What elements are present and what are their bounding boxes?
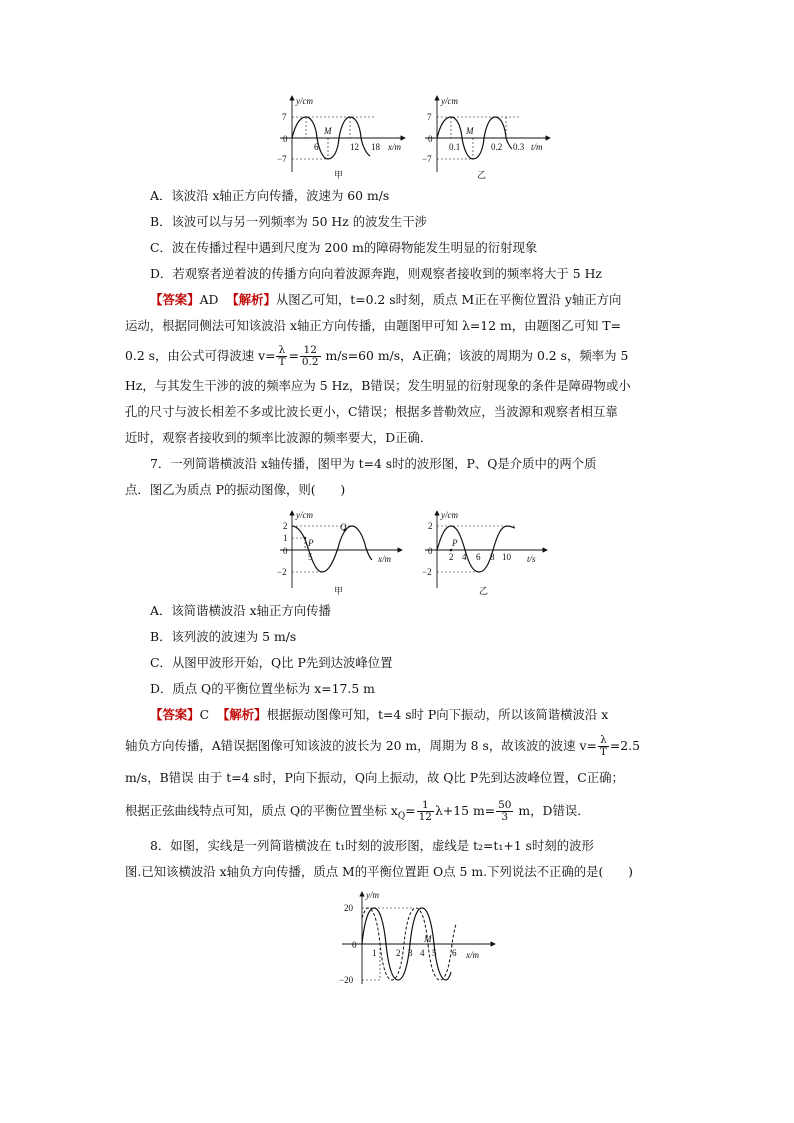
analysis-text: 根据振动图像可知，t=4 s时 P向下振动，所以该简谐横波沿 x	[266, 707, 609, 722]
point-label: M	[324, 126, 332, 136]
figure-caption: 乙	[477, 170, 487, 180]
q6-figure-right	[415, 92, 555, 182]
y-tick: 2	[283, 521, 288, 531]
q6-analysis-line-6: 近时，观察者接收到的频率比波源的频率要大，D正确．	[125, 430, 433, 445]
answer-value: AD	[199, 292, 219, 307]
q6-analysis-line-5: 孔的尺寸与波长相差不多或比波长更小，C错误；根据多普勒效应，当波源和观察者相互靠	[125, 404, 618, 419]
x-tick: 8	[490, 552, 495, 562]
y-tick: 2	[428, 521, 433, 531]
x-tick: 0.3	[513, 142, 525, 152]
x-axis-label: t/m	[531, 142, 543, 152]
y-axis-label: y/cm	[441, 510, 458, 520]
analysis-text: λ+15 m=	[435, 803, 496, 818]
answer-value: C	[199, 707, 210, 722]
q8-stem-line-1: 8．如图，实线是一列简谐横波在 t₁时刻的波形图，虚线是 t₂=t₁+1 s时刻的波形	[150, 838, 594, 853]
point-label-q: Q	[340, 522, 347, 532]
analysis-text: m/s=60 m/s，A正确；该波的周期为 0.2 s，频率为 5	[321, 348, 629, 363]
wave-curve	[292, 526, 372, 572]
analysis-text: 根据正弦曲线特点可知，质点 Q的平衡位置坐标 x	[125, 803, 398, 818]
y-tick: −2	[277, 567, 287, 577]
q7-option-c: C．从图甲波形开始，Q比 P先到达波峰位置	[150, 655, 393, 670]
analysis-text: 从图乙可知，t=0.2 s时刻，质点 M正在平衡位置沿 y轴正方向	[275, 292, 622, 307]
x-axis-label: x/m	[388, 142, 401, 152]
q7-option-d: D．质点 Q的平衡位置坐标为 x=17.5 m	[150, 681, 375, 696]
fraction-1-over-12: $\frac{1}{12}$	[418, 799, 432, 823]
q6-analysis-line-1	[150, 292, 621, 308]
x-axis-label: t/s	[527, 554, 536, 564]
y-tick: 7	[282, 112, 287, 122]
y-axis-label: y/cm	[296, 510, 313, 520]
q8-stem-line-2: 图.已知该横波沿 x轴负方向传播，质点 M的平衡位置距 O点 5 m.下列说法不正确的是( )	[125, 864, 633, 879]
fraction-50-over-3: $\frac{50}{3}$	[498, 799, 512, 823]
analysis-tag: 【解析】	[226, 292, 276, 307]
q6-analysis-line-2: 运动，根据同侧法可知该波沿 x轴正方向传播，由题图甲可知 λ=12 m，由题图乙可知 T=	[125, 318, 622, 333]
x-tick: 10	[502, 552, 511, 562]
point-label: P	[452, 538, 458, 548]
q6-option-b: B．该波可以与另一列频率为 50 Hz 的波发生干涉	[150, 214, 428, 229]
q7-stem-line-2: 点．图乙为质点 P的振动图像，则( )	[125, 482, 346, 497]
y-tick: 0	[283, 546, 288, 556]
q7-option-a: A．该简谐横波沿 x轴正方向传播	[150, 603, 331, 618]
y-tick: 0	[428, 134, 433, 144]
x-tick: 12	[350, 142, 359, 152]
x-tick: 2	[396, 948, 401, 958]
x-tick: 6	[452, 948, 457, 958]
x-tick: 18	[371, 142, 380, 152]
y-axis-label: y/m	[366, 890, 379, 900]
q7-stem-line-1: 7．一列简谐横波沿 x轴传播，图甲为 t=4 s时的波形图，P、Q是介质中的两个质	[150, 456, 597, 471]
y-tick: −2	[422, 567, 432, 577]
x-tick: 3	[408, 948, 413, 958]
q6-analysis-line-4: Hz，与其发生干涉的波的频率应为 5 Hz，B错误；发生明显的衍射现象的条件是障碍物或小	[125, 378, 631, 393]
y-axis-label: y/cm	[296, 96, 313, 106]
y-tick: −7	[422, 154, 432, 164]
x-tick: 6	[314, 142, 319, 152]
analysis-text: =2.5	[609, 738, 640, 753]
figure-caption: 甲	[334, 586, 344, 596]
point-label: M	[424, 934, 432, 944]
x-axis-label: x/m	[466, 950, 479, 960]
analysis-text: 轴负方向传播，A错误据图像可知该波的波长为 20 m，周期为 8 s，故该波的波速 v=	[125, 738, 597, 753]
x-tick: 4	[420, 948, 425, 958]
y-tick: 0	[352, 940, 357, 950]
y-tick: 0	[428, 546, 433, 556]
y-tick: 1	[283, 533, 288, 543]
x-tick: 6	[476, 552, 481, 562]
y-tick: −20	[339, 975, 354, 985]
q6-figure-left	[270, 92, 410, 182]
q6-option-c: C．波在传播过程中遇到尺度为 200 m的障碍物能发生明显的衍射现象	[150, 240, 538, 255]
x-tick: 0.1	[449, 142, 461, 152]
point-label-p: P	[308, 538, 314, 548]
answer-tag: 【答案】	[150, 707, 200, 722]
q6-analysis-line-3	[125, 341, 628, 371]
x-tick: 0.2	[491, 142, 503, 152]
q8-figure	[330, 888, 500, 988]
x-axis-label: x/m	[378, 554, 391, 564]
vibration-curve	[437, 526, 515, 572]
analysis-text: m，D错误．	[514, 803, 590, 818]
q7-figure-right	[415, 508, 555, 598]
analysis-tag: 【解析】	[216, 707, 267, 722]
y-tick: 0	[283, 134, 288, 144]
q7-option-b: B．该列波的波速为 5 m/s	[150, 629, 297, 644]
q6-option-d: D．若观察者逆着波的传播方向向着波源奔跑，则观察者接收到的频率将大于 5 Hz	[150, 266, 602, 281]
fraction-lambda-over-t: $\frac{\lambda}{T}$	[278, 344, 286, 368]
y-tick: 20	[344, 903, 353, 913]
x-tick: 5	[432, 948, 437, 958]
x-tick: 2	[449, 552, 454, 562]
fraction-lambda-over-t: $\frac{\lambda}{T}$	[599, 734, 607, 758]
q7-figure-left	[270, 508, 410, 598]
figure-caption: 甲	[334, 170, 344, 180]
y-tick: −7	[277, 154, 287, 164]
q6-option-a: A．该波沿 x轴正方向传播，波速为 60 m/s	[150, 188, 390, 203]
x-tick: 5	[308, 552, 313, 562]
analysis-text: =	[288, 348, 299, 363]
y-axis-label: y/cm	[441, 96, 458, 106]
fraction-12-over-0.2: $\frac{12}{0.2}$	[301, 344, 319, 368]
x-tick: 4	[462, 552, 467, 562]
q7-analysis-line-4	[125, 796, 590, 831]
subscript: Q	[397, 811, 406, 822]
point-label: M	[466, 126, 474, 136]
figure-caption: 乙	[479, 586, 489, 596]
q7-analysis-line-2	[125, 731, 640, 761]
y-tick: 7	[427, 112, 432, 122]
q7-analysis-line-1	[150, 707, 608, 723]
answer-tag: 【答案】	[150, 292, 200, 307]
q7-analysis-line-3: m/s，B错误 由于 t=4 s时，P向下振动，Q向上振动，故 Q比 P先到达波峰位置，C正确；	[125, 770, 624, 785]
analysis-text: 0.2 s，由公式可得波速 v=	[125, 348, 276, 363]
analysis-text: =	[405, 803, 416, 818]
x-tick: 1	[372, 948, 377, 958]
